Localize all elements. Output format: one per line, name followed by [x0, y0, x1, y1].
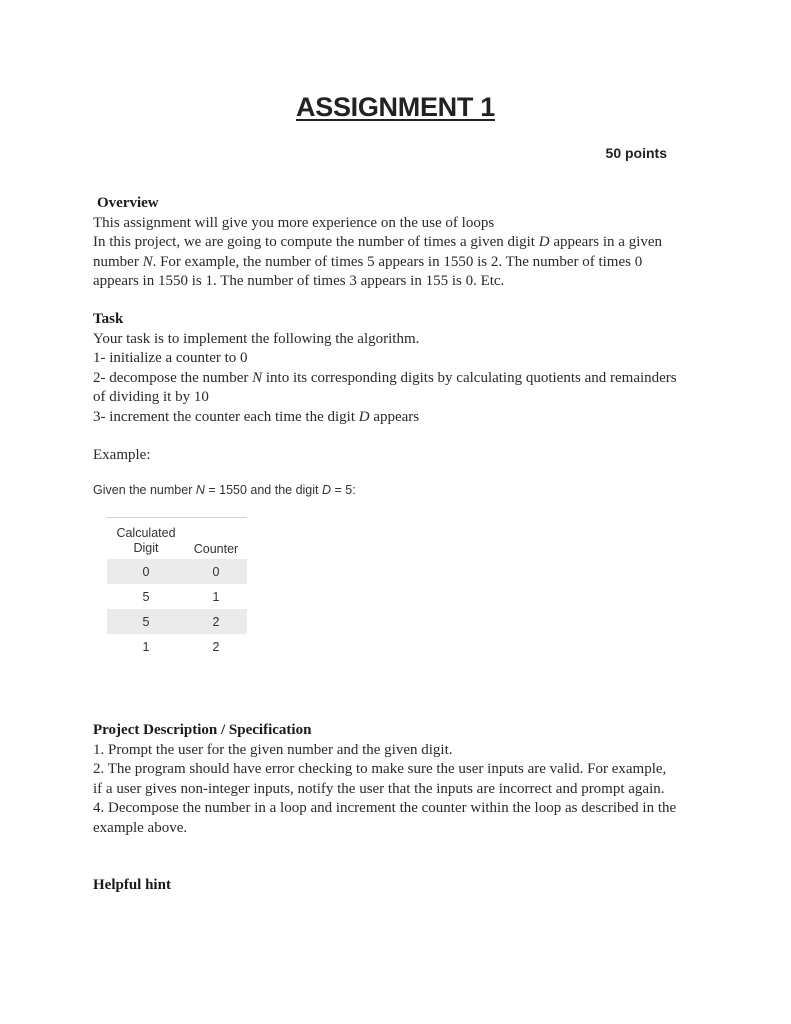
task-heading: Task — [93, 311, 124, 327]
digit-cell: 1 — [142, 639, 150, 654]
project-item: 1. Prompt the user for the given number and the given digit. — [93, 741, 453, 758]
project-item: 2. The program should have error checking to make sure the user inputs are valid. For example, — [93, 761, 667, 777]
table-header — [107, 518, 247, 559]
task-line: Your task is to implement the following the algorithm. — [93, 330, 420, 347]
hint-section — [93, 876, 703, 896]
project-heading: Project Description / Specification — [93, 722, 312, 738]
project-section — [93, 721, 703, 838]
assignment-title: ASSIGNMENT 1 — [296, 92, 495, 122]
table-row — [107, 634, 247, 659]
points-label: 50 points — [605, 145, 667, 161]
task-step: 3- increment the counter each time the digit D appears — [93, 408, 420, 425]
task-step: of dividing it by 10 — [93, 389, 209, 405]
task-step: 2- decompose the number N into its corresponding digits by calculating quotients and remainders — [93, 369, 677, 386]
overview-line: In this project, we are going to compute the number of times a given digit D appears in a given — [93, 234, 663, 250]
project-item: example above. — [93, 819, 188, 836]
example-label: Example: — [93, 447, 151, 463]
project-item: 4. Decompose the number in a loop and increment the counter within the loop as described in the — [93, 800, 677, 816]
project-item: if a user gives non-integer inputs, notify the user that the inputs are incorrect and prompt again. — [93, 780, 665, 797]
table-row — [107, 609, 247, 634]
header-counter: Counter — [193, 542, 239, 556]
overview-line: This assignment will give you more experience on the use of loops — [93, 214, 495, 231]
digit-cell: 5 — [142, 614, 150, 629]
overview-heading: Overview — [97, 195, 159, 211]
task-step: 1- initialize a counter to 0 — [93, 350, 248, 366]
digit-cell: 5 — [142, 589, 150, 604]
header-calculated-digit: Calculated Digit — [116, 526, 176, 555]
example-given: Given the number N = 1550 and the digit D = 5: — [93, 483, 356, 497]
digit-cell: 0 — [142, 564, 150, 579]
table-row — [107, 584, 247, 609]
task-section — [93, 310, 703, 427]
overview-section — [93, 194, 703, 292]
overview-line: number N. For example, the number of times 5 appears in 1550 is 2. The number of times 0 — [93, 253, 643, 270]
counter-cell: 0 — [212, 564, 220, 579]
counter-cell: 2 — [212, 614, 220, 629]
table-row — [107, 559, 247, 584]
counter-cell: 1 — [212, 589, 220, 604]
example-table — [107, 517, 247, 659]
overview-line: appears in 1550 is 1. The number of times 3 appears in 155 is 0. Etc. — [93, 273, 505, 289]
counter-cell: 2 — [212, 639, 220, 654]
hint-heading: Helpful hint — [93, 877, 171, 893]
